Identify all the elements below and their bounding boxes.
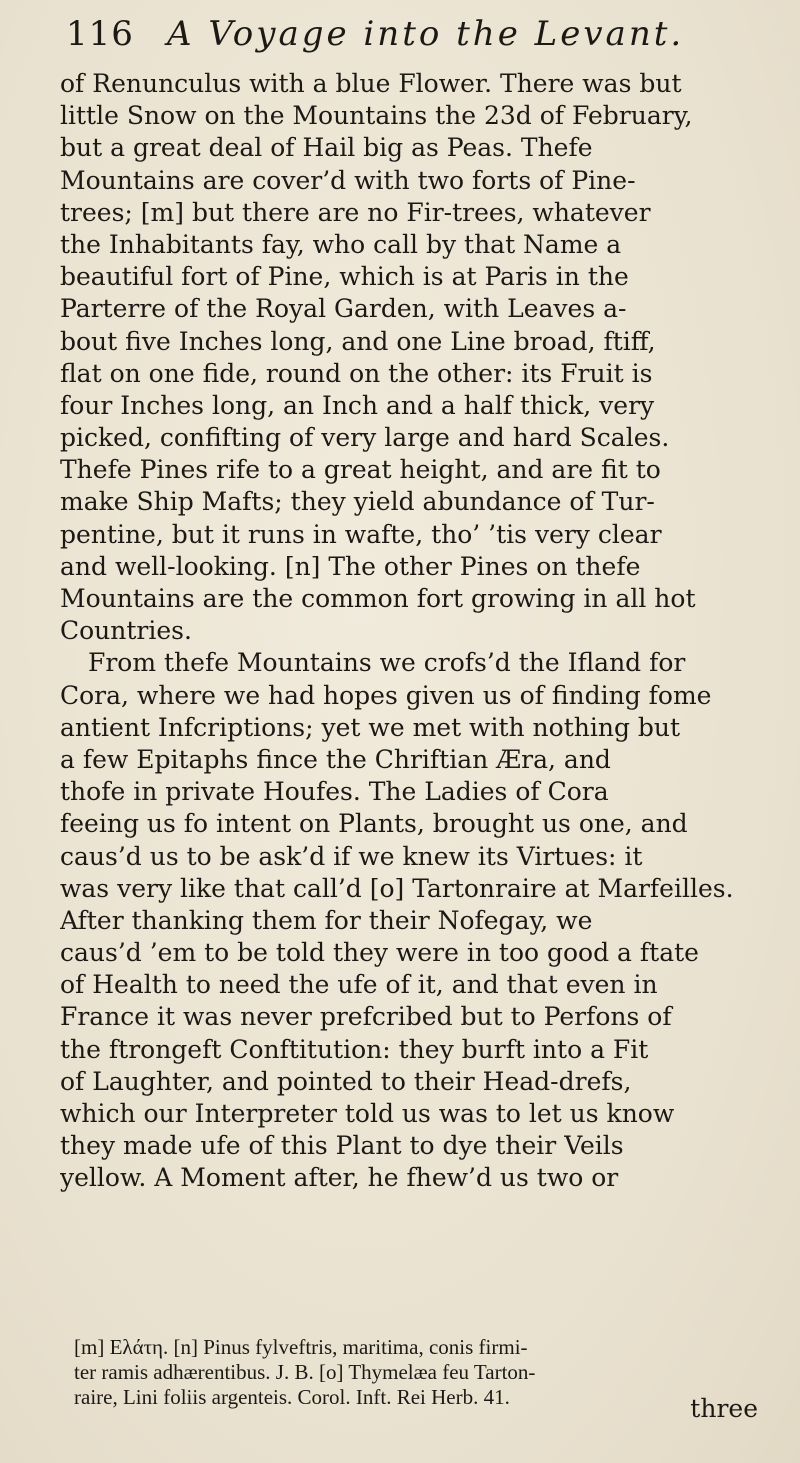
text-line: of Laughter, and pointed to their Head-drefs, bbox=[60, 1066, 632, 1096]
text-line: picked, confifting of very large and hard Scales. bbox=[60, 423, 670, 453]
body-text bbox=[60, 68, 780, 1195]
text-line: four Inches long, an Inch and a half thick, very bbox=[60, 390, 655, 420]
footnote-line: raire, Lini foliis argenteis. Corol. Inft. Rei Herb. 41. bbox=[74, 1385, 510, 1409]
page-header bbox=[66, 14, 766, 66]
text-line: beautiful fort of Pine, which is at Paris in the bbox=[60, 262, 629, 292]
text-line: thofe in private Houfes. The Ladies of Cora bbox=[60, 777, 609, 807]
footnote-line: [m] Ελάτη. [n] Pinus fylveftris, maritima, conis firmi- bbox=[74, 1335, 528, 1359]
catchword: three bbox=[690, 1394, 758, 1423]
text-line: Parterre of the Royal Garden, with Leaves a- bbox=[60, 294, 627, 324]
text-line: Cora, where we had hopes given us of finding fome bbox=[60, 680, 712, 710]
text-line: Mountains are the common fort growing in all hot bbox=[60, 584, 696, 613]
text-line: caus’d us to be ask’d if we knew its Virtues: it bbox=[60, 841, 643, 871]
text-line: After thanking them for their Nofegay, we bbox=[60, 905, 593, 935]
text-line: of Renunculus with a blue Flower. There was but bbox=[60, 69, 682, 98]
text-line: caus’d ’em to be told they were in too good a ftate bbox=[60, 938, 699, 968]
text-line: little Snow on the Mountains the 23d of February, bbox=[60, 101, 693, 131]
text-line: they made ufe of this Plant to dye their Veils bbox=[60, 1131, 624, 1161]
text-line: Mountains are cover’d with two forts of Pine- bbox=[60, 165, 636, 195]
text-line: the ftrongeft Conftitution: they burft into a Fit bbox=[60, 1034, 649, 1064]
text-line: bout five Inches long, and one Line broad, ftiff, bbox=[60, 326, 656, 356]
text-line: but a great deal of Hail big as Peas. Thefe bbox=[60, 133, 593, 163]
text-line: Countries. bbox=[60, 616, 192, 646]
text-line: antient Infcriptions; yet we met with nothing but bbox=[60, 712, 681, 742]
text-line: was very like that call’d [o] Tartonraire at Marfeilles. bbox=[60, 873, 734, 903]
footnotes bbox=[74, 1335, 774, 1410]
page-number: 116 bbox=[66, 14, 134, 54]
text-line: and well-looking. [n] The other Pines on thefe bbox=[60, 551, 641, 581]
text-line: flat on one fide, round on the other: its Fruit is bbox=[60, 358, 653, 388]
text-line: pentine, but it runs in wafte, tho’ ’tis very clear bbox=[60, 519, 662, 549]
running-title: A Voyage into the Levant. bbox=[167, 14, 685, 54]
text-line: trees; [m] but there are no Fir-trees, whatever bbox=[60, 197, 651, 227]
text-line: France it was never prefcribed but to Perfons of bbox=[60, 1002, 672, 1032]
text-line: From thefe Mountains we crofs’d the Ifland for bbox=[88, 648, 686, 678]
text-line: Thefe Pines rife to a great height, and are fit to bbox=[60, 455, 661, 485]
text-line: yellow. A Moment after, he fhew’d us two or bbox=[60, 1163, 619, 1193]
text-line: make Ship Mafts; they yield abundance of Tur- bbox=[60, 487, 655, 517]
text-line: a few Epitaphs fince the Chriftian Æra, and bbox=[60, 744, 611, 774]
text-line: feeing us fo intent on Plants, brought us one, and bbox=[60, 809, 688, 839]
text-line: which our Interpreter told us was to let us know bbox=[60, 1099, 675, 1128]
footnote-line: ter ramis adhærentibus. J. B. [o] Thymelæa feu Tarton- bbox=[74, 1360, 536, 1384]
text-line: of Health to need the ufe of it, and that even in bbox=[60, 970, 658, 1000]
text-line: the Inhabitants fay, who call by that Name a bbox=[60, 229, 622, 259]
